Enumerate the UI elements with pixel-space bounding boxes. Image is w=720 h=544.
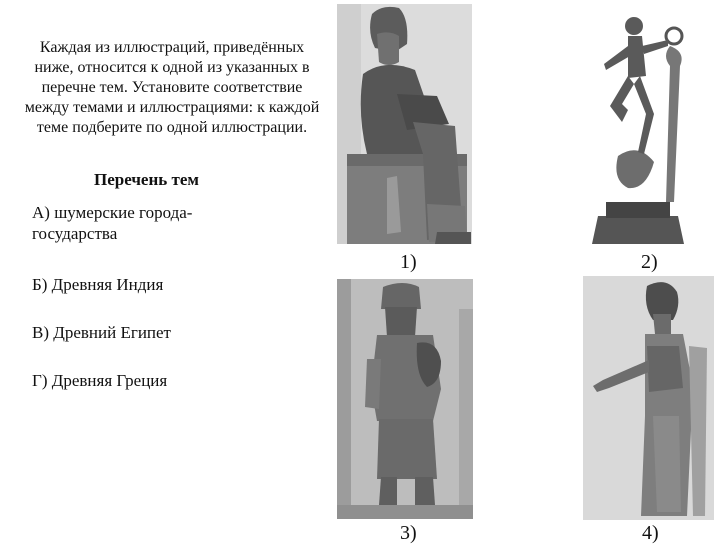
illustration-2: [588, 6, 688, 246]
topic-item: [32, 370, 167, 391]
task-text: [4, 38, 340, 138]
illustration-caption: 1): [400, 251, 417, 273]
topic-item: [32, 322, 171, 343]
illustration-caption: 4): [642, 522, 659, 544]
illustration-caption: 3): [400, 522, 417, 544]
topic-line: государства: [32, 224, 118, 243]
seated-pharaoh-statue-icon: [337, 4, 472, 244]
illustration-caption: 2): [641, 251, 658, 273]
task-line: перечне тем. Установите соответствие: [41, 79, 303, 96]
assyrian-relief-figure-icon: [337, 279, 473, 519]
athena-statue-icon: [583, 276, 714, 520]
topic-item: [32, 274, 163, 295]
illustration-1: [337, 4, 472, 244]
topic-line: А) шумерские города-: [32, 203, 193, 222]
topic-line: Б) Древняя Индия: [32, 275, 164, 294]
task-line: ниже, относится к одной из указанных в: [34, 59, 310, 76]
topic-item: [32, 202, 192, 244]
dancing-figure-bronze-icon: [588, 6, 688, 246]
task-line: Каждая из иллюстраций, приведённых: [39, 39, 305, 56]
topics-title: Перечень тем: [94, 170, 199, 189]
illustration-4: [583, 276, 714, 520]
task-line: теме подберите по одной иллюстрации.: [36, 119, 308, 136]
topic-line: В) Древний Египет: [32, 323, 171, 342]
task-line: между темами и иллюстрациями: к каждой: [24, 99, 320, 116]
topic-line: Г) Древняя Греция: [32, 371, 168, 390]
illustration-3: [337, 279, 473, 519]
